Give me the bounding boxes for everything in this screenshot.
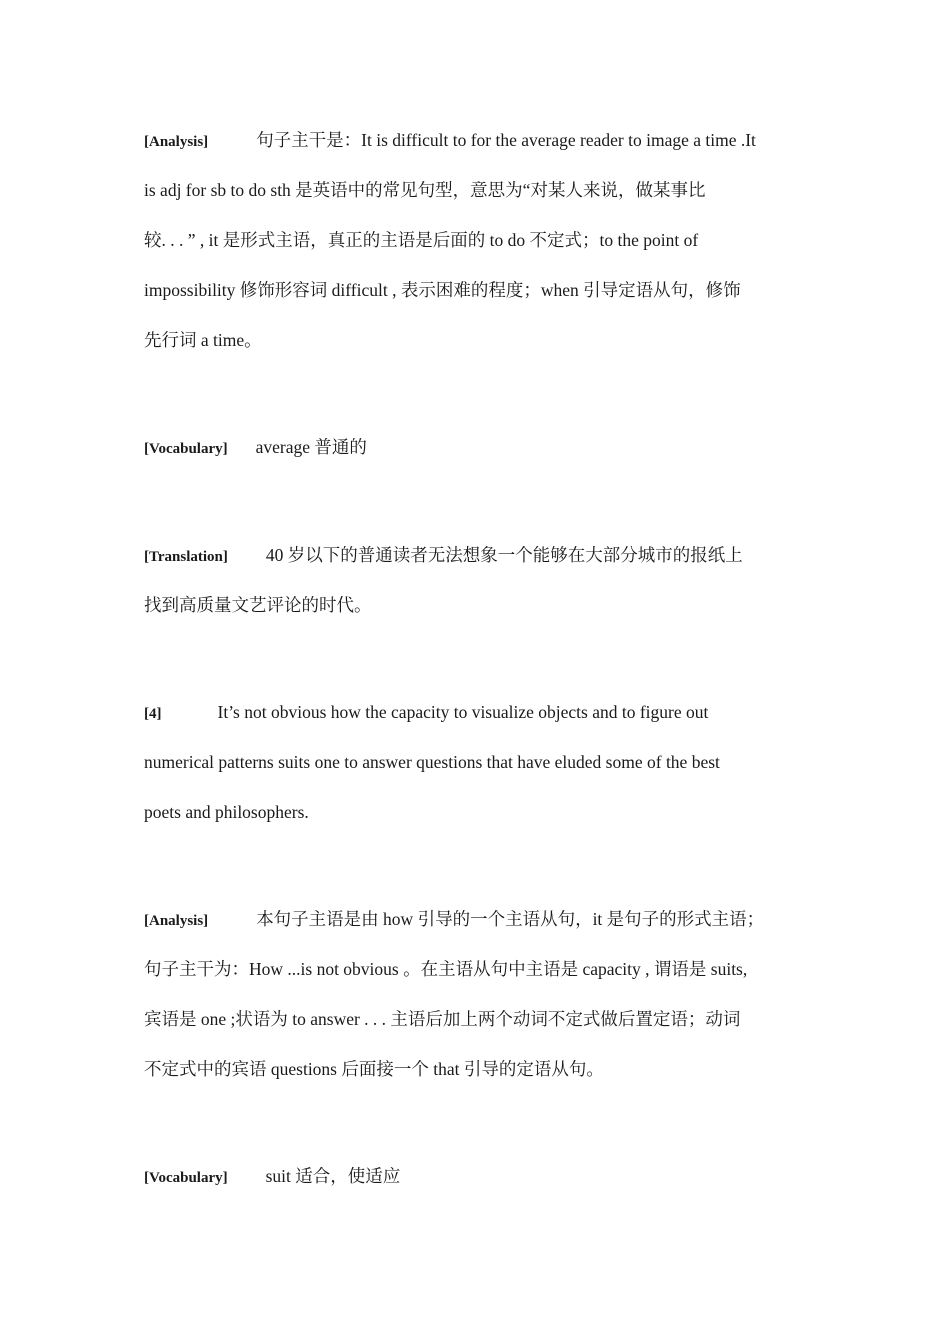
analysis-2-line-4: 不定式中的宾语 questions 后面接一个 that 引导的定语从句。 bbox=[144, 1059, 604, 1079]
sentence-4-line-1 bbox=[144, 700, 708, 726]
analysis-text: 句子主干是：It is difficult to for the average reader to image a time .It bbox=[256, 130, 756, 150]
vocabulary-tag: [Vocabulary] bbox=[144, 441, 228, 457]
analysis-tag: [Analysis] bbox=[144, 134, 209, 150]
translation-line-1 bbox=[144, 543, 743, 569]
analysis-text: 本句子主语是由 how 引导的一个主语从句，it 是句子的形式主语； bbox=[256, 909, 765, 929]
translation-text: 40 岁以下的普通读者无法想象一个能够在大部分城市的报纸上 bbox=[265, 545, 743, 565]
analysis-1-line-5: 先行词 a time。 bbox=[144, 330, 262, 350]
analysis-1-line-1 bbox=[144, 128, 756, 154]
analysis-tag: [Analysis] bbox=[144, 913, 209, 929]
sentence-number-tag: [4] bbox=[144, 706, 162, 722]
analysis-1-line-3: 较. . . ” , it 是形式主语，真正的主语是后面的 to do 不定式；to the point of bbox=[144, 230, 699, 250]
analysis-2-line-2: 句子主干为：How ...is not obvious 。在主语从句中主语是 capacity , 谓语是 suits, bbox=[144, 959, 748, 979]
analysis-2-line-1 bbox=[144, 907, 764, 933]
analysis-2-line-3: 宾语是 one ;状语为 to answer . . . 主语后加上两个动词不定式做后置定语；动词 bbox=[144, 1009, 741, 1029]
translation-line-2: 找到高质量文艺评论的时代。 bbox=[144, 595, 372, 615]
translation-tag: [Translation] bbox=[144, 549, 228, 565]
sentence-4-line-3: poets and philosophers. bbox=[144, 802, 309, 822]
analysis-1-line-2: is adj for sb to do sth 是英语中的常见句型，意思为“对某人来说，做某事比 bbox=[144, 180, 706, 200]
analysis-1-line-4: impossibility 修饰形容词 difficult , 表示困难的程度；when 引导定语从句，修饰 bbox=[144, 280, 741, 300]
vocabulary-tag: [Vocabulary] bbox=[144, 1170, 228, 1186]
sentence-text: It’s not obvious how the capacity to visualize objects and to figure out bbox=[217, 702, 709, 722]
sentence-4-line-2: numerical patterns suits one to answer questions that have eluded some of the best bbox=[144, 752, 720, 772]
vocabulary-2 bbox=[144, 1164, 400, 1190]
vocabulary-text: average 普通的 bbox=[255, 437, 367, 457]
vocabulary-text: suit 适合，使适应 bbox=[265, 1166, 401, 1186]
vocabulary-1 bbox=[144, 435, 367, 461]
